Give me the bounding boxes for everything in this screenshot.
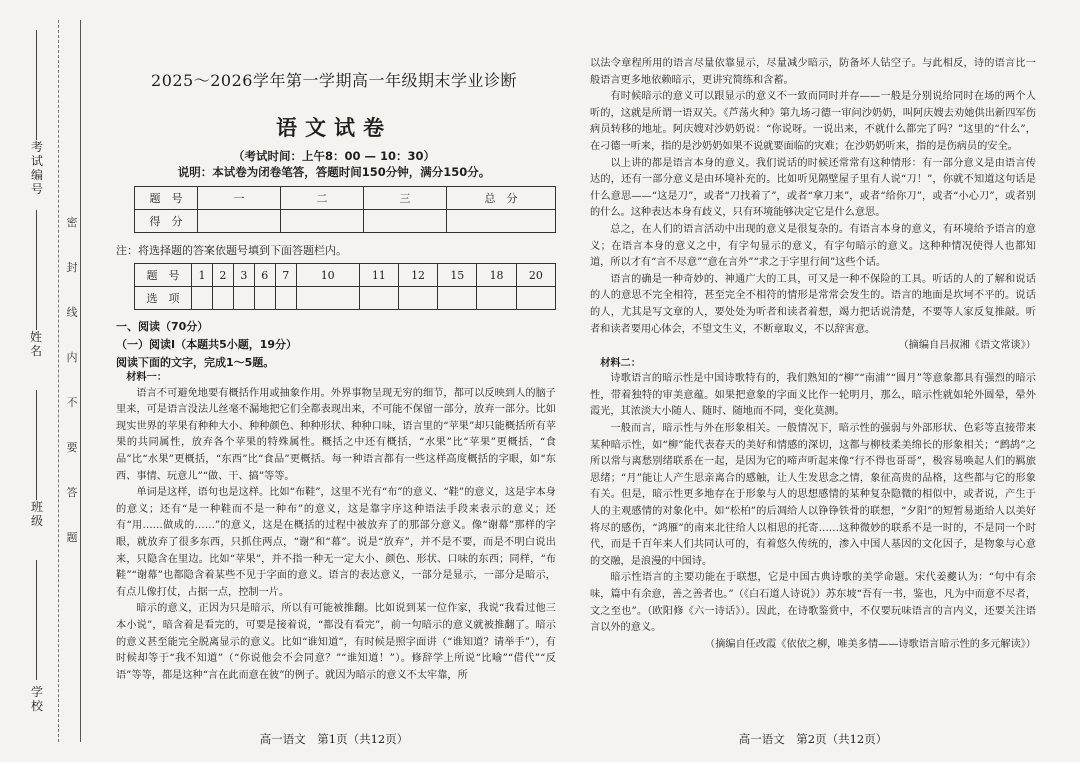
score-header-cell: 一 (198, 187, 281, 210)
answer-cell[interactable] (398, 287, 437, 310)
answer-cell[interactable] (438, 287, 477, 310)
answer-cell[interactable] (233, 287, 254, 310)
score-cell[interactable] (447, 210, 556, 233)
material-one-continued (590, 56, 1036, 653)
answer-cell[interactable] (254, 287, 275, 310)
exam-no-underline (36, 30, 37, 140)
subsection-heading: （一）阅读Ⅰ（本题共5小题，19分） (116, 338, 298, 351)
paragraph: 以法令章程所用的语言尽量依靠显示，尽量减少暗示，防备坏人钻空子。与此相反，诗的语言比一般语言更多地依赖暗示，更讲究简练和含蓄。 (590, 58, 1036, 86)
exam-time: （考试时间：上午8：00 — 10：30） (232, 149, 436, 163)
school-underline (36, 560, 37, 680)
page-2 (590, 0, 1036, 762)
reading-instruction: 阅读下面的文字，完成1～5题。 (116, 356, 275, 369)
question-number: 20 (516, 264, 555, 287)
paragraph: 暗示性语言的主要功能在于联想，它是中国古典诗歌的美学命题。宋代姜夔认为：“句中有余味，篇中有余意，善之善者也。”（《白石道人诗说》）苏东坡“吾有一书，鉴也，凡为中而意不尽者，文之至也”。（欧阳修《六一诗话》）。因此，在诗歌鉴赏中，不仅要玩味语言的言内义，还要关注语言以外的意义。 (590, 572, 1036, 634)
score-header-cell: 二 (281, 187, 364, 210)
answer-cell[interactable] (477, 287, 516, 310)
score-header-cell: 总 分 (447, 187, 556, 210)
source-citation: （摘编自吕叔湘《语文常谈》） (898, 340, 1036, 352)
paragraph: 一般而言，暗示性与外在形象相关。一般情况下，暗示性的强弱与外部形状、色彩等直接带来某种暗示性，如“柳”能代表春天的美好和情感的深切，这都与柳枝柔美绵长的形象相关；“鹧鸪”之所以常与离愁别绪联系在一起，是因为它的啼声听起来像“行不得也哥哥”，极容易唤起人们的羁旅思绪；“月”能让人产生思亲离合的感触，让人生发思念之情，象征高贵的品格，这些都与它的形象有关。但是，暗示性更多地存在于形象与人的思想感情的某种复杂隐微的相似中，或者说，产生于人的主观感情的对象化中。如“松柏”的后凋给人以铮铮铁骨的联想，“夕阳”的短暂易逝给人以美好将尽的感伤，“鸿雁”的南来北往给人以相思的托寄……这种微妙的联系不是一时的，不是同一个时代，而是千百年来人们共同认可的，有着悠久传统的，渗入中国人基因的文化因子，是物象与心意的交融，是浪漫的中国诗。 (590, 423, 1036, 567)
question-number: 12 (398, 264, 437, 287)
answer-cell[interactable] (359, 287, 398, 310)
seal-notice: 密封线内不要答题 (66, 216, 78, 544)
answer-cell[interactable] (296, 287, 359, 310)
answer-row-label: 选 项 (135, 287, 192, 310)
question-number: 10 (296, 264, 359, 287)
answer-cell[interactable] (192, 287, 213, 310)
score-table-score-row (135, 210, 556, 233)
answer-cell[interactable] (516, 287, 555, 310)
subject-title: 语文试卷 (276, 115, 392, 140)
source-citation: （摘编自任改霞《依依之柳，唯美多情——诗歌语言暗示性的多元解读》） (704, 638, 1036, 650)
material-label: 材料二： (600, 356, 641, 369)
answer-note: 注：将选择题的答案依题号填到下面答题栏内。 (116, 244, 347, 257)
paragraph: 诗歌语言的暗示性是中国诗歌特有的，我们熟知的“柳”“南浦”“圆月”等意象都具有强烈的暗示性，带着独特的审美意蕴。如果把意象的字面义比作一轮明月，那么，暗示性就如轮外圆晕，晕外霞光，其浓淡大小随人、随时、随地而不同，变化莫测。 (590, 373, 1036, 418)
page-footer: 高一语文 第2页（共12页） (738, 732, 888, 746)
page-1 (112, 0, 556, 762)
exam-no-label: 考试编号 (30, 140, 43, 196)
question-number: 7 (275, 264, 296, 287)
school-label: 学校 (30, 685, 43, 713)
material-label: 材料一： (126, 371, 167, 383)
name-underline (36, 210, 37, 330)
question-number: 1 (192, 264, 213, 287)
score-row-label: 得 分 (135, 210, 198, 233)
score-header-cell: 三 (364, 187, 447, 210)
answer-cell[interactable] (275, 287, 296, 310)
exam-instruction: 说明：本试卷为闭卷笔答，答题时间150分钟，满分150分。 (177, 165, 491, 179)
score-table-header-row (135, 187, 556, 210)
exam-title: 2025～2026学年第一学期高一年级期末学业诊断 (151, 71, 517, 90)
answer-table (134, 263, 556, 310)
paragraph: 有时候暗示的意义可以跟显示的意义不一致而同时并存——一般是分别说给同时在场的两个人听的，这就是所谓一语双关。《芦荡火种》第九场刁德一审问沙奶奶，叫阿庆嫂去劝她供出新四军伤病员转移的地址。阿庆嫂对沙奶奶说：“你说呀。一说出来，不就什么都完了吗？”这里的“什么”，在刁德一听来，指的是沙奶奶如果不说就要面临的灾难；在沙奶奶听来，指的是伤病员的安全。 (590, 91, 1036, 152)
answer-table-number-row (135, 264, 556, 287)
name-label: 姓名 (30, 330, 61, 358)
section-heading: 一、阅读（70分） (116, 320, 209, 333)
paragraph: 总之，在人们的语言活动中出现的意义是很复杂的。有语言本身的意义，有环境给予语言的意义；在语言本身的意义之中，有字句显示的意义，有字句暗示的意义。这种种情况使得人也都知道，所以才有“言不尽意”“意在言外”“求之于字里行间”这些个话。 (590, 223, 1036, 269)
binding-margin (0, 0, 88, 762)
paragraph: 语言不可避免地要有概括作用或抽象作用。外界事物呈现无穷的细节，都可以反映到人的脑子里来，可是语言没法儿丝毫不漏地把它们全都表现出来，不可能不保留一部分，放弃一部分。比如现实世界的苹果有种种大小、种种颜色、种种形状、种种口味，语言里的“苹果”却只能概括所有苹果的共同属性，放弃各个苹果的特殊属性。概括之中还有概括，“水果”比“苹果”更概括，“食品”比“水果”更概括，“东西”比“食品”更概括。每一种语言都有一些这样高度概括的字眼，如“东西、事情、玩意儿”“做、干、搞”等等。 (116, 387, 556, 482)
class-underline (36, 390, 37, 500)
binding-line (80, 20, 81, 742)
score-cell[interactable] (281, 210, 364, 233)
paragraph: 单词是这样，语句也是这样。比如“布鞋”，这里不光有“布”的意义、“鞋”的意义，这是字本身的意义；还有“是一种鞋而不是一种布”的意义，这是靠字序这种语法手段来表示的意义；还有“用……做成的……”的意义，这是在概括的过程中被放弃了的那部分意义。像“谢幕”那样的字眼，就放弃了很多东西，只抓住两点，“谢”和“幕”。说是“放弃”，并不是不要，而是不明白说出来，只隐含在里边。比如“苹果”，并不指一种无一定大小、颜色、形状、口味的东西；同样，“布鞋”“谢幕”也都隐含着某些不见于字面的意义。语言的表达意义，一部分是显示，一部分是暗示，有点儿像打仗，占据一点，控制一片。 (116, 487, 556, 598)
page-footer: 高一语文 第1页（共12页） (259, 732, 409, 746)
paragraph: 语言的确是一种奇妙的、神通广大的工具，可又是一种不保险的工具。听话的人的了解和说话的人的意思不完全相符，甚至完全不相符的情形是常常会发生的。语言的地面是坎坷不平的。说话的人，尤其是写文章的人，要处处为听者和读者着想，竭力把话说清楚，不要等人家反复推敲。听者和读者要用心体会，不望文生义，不断章取义，不以辞害意。 (590, 273, 1036, 335)
question-number: 6 (254, 264, 275, 287)
answer-row-label: 题 号 (135, 264, 192, 287)
question-number: 11 (359, 264, 398, 287)
question-number: 18 (477, 264, 516, 287)
question-number: 2 (212, 264, 233, 287)
paragraph: 暗示的意义，正因为只是暗示，所以有可能被推翻。比如说到某一位作家，我说“我看过他三本小说”，暗含着是看完的，可要是接着说，“都没有看完”，前一句暗示的意义就被推翻了。暗示的意义甚至能完全脱离显示的意义。比如“谁知道”，有时候是照字面讲（“谁知道？请举手”），有时候却等于“我不知道”（“你说他会不会同意？”“谁知道！”）。修辞学上所说“比喻”“借代”“反语”等等，都是这种“言在此而意在彼”的例子。就因为暗示的意义不太牢靠，所 (116, 603, 556, 681)
score-cell[interactable] (364, 210, 447, 233)
answer-cell[interactable] (212, 287, 233, 310)
class-label: 班级 (30, 500, 43, 528)
question-number: 15 (438, 264, 477, 287)
material-one (116, 369, 556, 684)
seal-dashed-line (58, 20, 59, 742)
answer-table-choice-row (135, 287, 556, 310)
paragraph: 以上讲的都是语言本身的意义。我们说话的时候还常常有这种情形：有一部分意义是由语言传达的，还有一部分意义是由环境补充的。比如听见隔壁屋子里有人说“刀！”，你就不知道这句话是什么意思——“这是刀”，或者“刀找着了”，或者“拿刀来”，或者“给你刀”，或者“小心刀”，或者别的什么。这种表达本身有歧义，只有环境能够决定它是什么意思。 (590, 157, 1036, 219)
score-cell[interactable] (198, 210, 281, 233)
score-header-cell: 题 号 (135, 187, 198, 210)
question-number: 3 (233, 264, 254, 287)
score-table (134, 186, 556, 233)
